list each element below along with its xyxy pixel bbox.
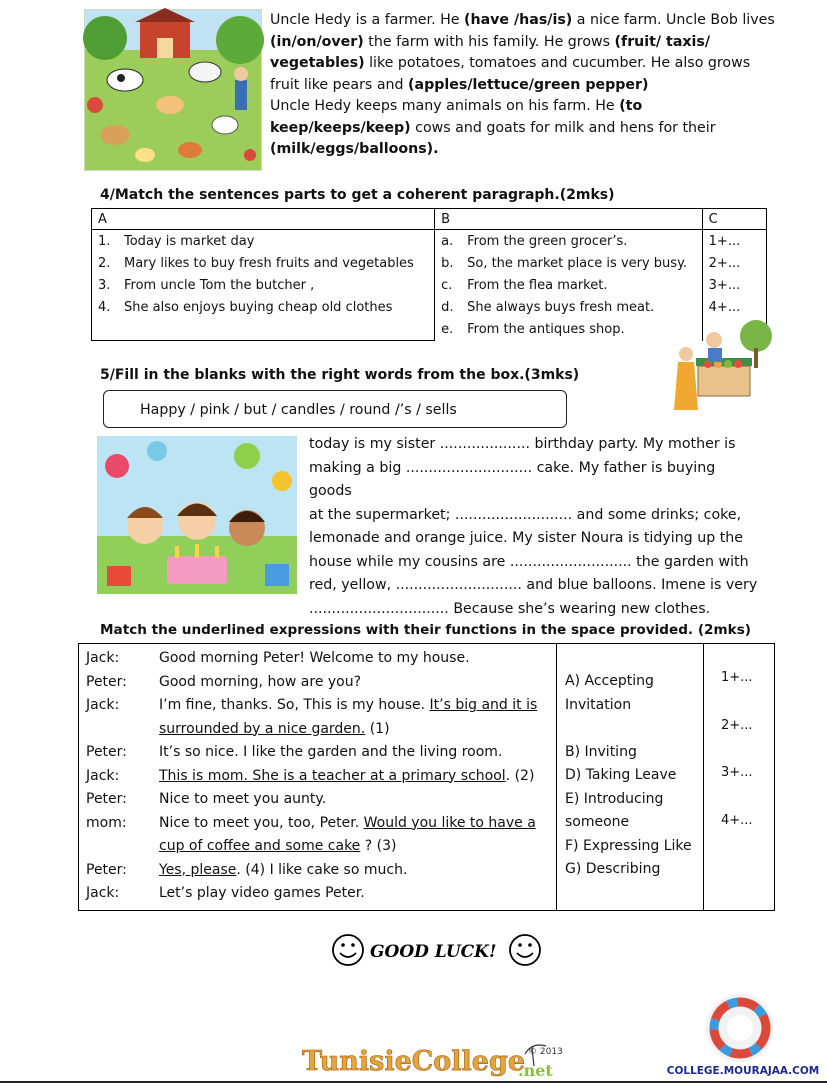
brand-text: TunisieCollege xyxy=(302,1046,526,1077)
intro-text-5: Uncle Hedy keeps many animals on his farm. He xyxy=(270,98,620,114)
fill-line: red, yellow, ............................ and blue balloons. Imene is very xyxy=(309,577,758,593)
fill-line: ............................... Because she’s wearing new clothes. xyxy=(309,600,711,617)
speaker: Jack: xyxy=(86,697,120,713)
c-answer-blank[interactable]: 3+... xyxy=(702,274,766,296)
answer-blank[interactable]: 2+... xyxy=(721,717,753,733)
speaker: Jack: xyxy=(86,885,120,901)
b-text: From the flea market. xyxy=(467,277,608,293)
function-item: A) Accepting xyxy=(565,673,654,689)
intro-text-2: a nice farm. Uncle Bob lives xyxy=(572,12,775,28)
college-mourajaa-logo xyxy=(666,988,820,1080)
smiley-icon xyxy=(333,935,363,965)
matching-table xyxy=(91,208,767,341)
column-b-header: B xyxy=(435,209,703,230)
dialogue-line: Good morning Peter! Welcome to my house. xyxy=(159,650,470,666)
dialogue-line: Good morning, how are you? xyxy=(159,673,362,690)
smiley-icon xyxy=(510,935,540,965)
b-letter: d. xyxy=(441,299,454,315)
answer-blank[interactable]: 4+... xyxy=(721,812,753,828)
dialogue-line: cup of coffee and some cake ? (3) xyxy=(159,838,397,854)
function-item: F) Expressing Like xyxy=(565,837,692,854)
fill-line: lemonade and orange juice. My sister Noura is tidying up the xyxy=(309,530,743,546)
dialogue-line: This is mom. She is a teacher at a primary school. (2) xyxy=(159,767,535,784)
b-letter: b. xyxy=(441,255,454,271)
speaker: Peter: xyxy=(86,744,127,760)
fill-line: making a big ............................ cake. My father is buying goods xyxy=(309,459,716,499)
function-item: G) Describing xyxy=(565,861,661,877)
a-number: 1. xyxy=(98,233,111,249)
speaker: Peter: xyxy=(86,673,127,690)
dialogue-line: Let’s play video games Peter. xyxy=(159,885,365,901)
dialogue-line: I’m fine, thanks. So, This is my house. It’s big and it is xyxy=(159,697,538,713)
dialogue-line: Nice to meet you aunty. xyxy=(159,791,327,807)
a-text: Mary likes to buy fresh fruits and vegetables xyxy=(124,255,414,271)
section5-title: 5/Fill in the blanks with the right words from the box.(3mks) xyxy=(100,367,580,383)
good-luck-banner xyxy=(330,930,545,970)
answer-blank[interactable]: 1+... xyxy=(721,670,753,685)
fill-line: house while my cousins are ........................... the garden with xyxy=(309,553,749,570)
function-item: E) Introducing xyxy=(565,790,664,807)
intro-text-1: Uncle Hedy is a farmer. He xyxy=(270,12,464,28)
b-text: From the green grocer’s. xyxy=(467,233,628,249)
intro-option-3: (fruit/ taxis/ vegetables) xyxy=(270,33,711,71)
a-text: From uncle Tom the butcher , xyxy=(124,277,315,293)
answers-column xyxy=(721,666,771,856)
intro-option-1: (have /has/is) xyxy=(464,12,573,28)
bottom-divider xyxy=(0,1081,827,1083)
table-row xyxy=(92,252,767,274)
functions-column xyxy=(565,670,701,882)
c-answer-blank[interactable]: 1+... xyxy=(702,230,766,253)
a-number: 4. xyxy=(98,299,111,315)
dialogue-column xyxy=(159,647,551,906)
speaker xyxy=(86,835,156,859)
function-item: someone xyxy=(565,814,630,830)
site-url: COLLEGE.MOURAJAA.COM xyxy=(666,1065,820,1077)
underlined-expression: This is mom. She is a teacher at a primary school xyxy=(159,767,506,784)
table-row xyxy=(92,230,767,253)
b-text: From the antiques shop. xyxy=(467,321,625,337)
dialogue-table xyxy=(78,643,775,911)
brand-tld: .net xyxy=(518,1061,553,1080)
speaker: Jack: xyxy=(86,650,120,666)
speaker: Jack: xyxy=(86,767,120,784)
column-c-header: C xyxy=(702,209,766,230)
word-box: Happy / pink / but / candles / round /’s / sells xyxy=(103,390,567,428)
table-row xyxy=(92,274,767,296)
speaker-column xyxy=(86,647,156,906)
intro-text-6: cows and goats for milk and hens for their xyxy=(410,119,716,136)
table-row xyxy=(92,296,767,318)
farm-illustration xyxy=(84,9,262,171)
b-letter: a. xyxy=(441,233,454,249)
dialogue-line: Nice to meet you, too, Peter. Would you like to have a xyxy=(159,814,536,831)
speaker: Peter: xyxy=(86,861,127,878)
a-number: 3. xyxy=(98,277,111,293)
speaker xyxy=(86,718,156,742)
intro-option-2: (in/on/over) xyxy=(270,33,364,50)
underlined-expression: cup of coffee and some cake xyxy=(159,838,361,854)
intro-option-5: (to keep/keeps/keep) xyxy=(270,98,643,136)
b-letter: c. xyxy=(441,277,453,293)
section4-title: 4/Match the sentences parts to get a coherent paragraph.(2mks) xyxy=(100,187,615,203)
underlined-expression: surrounded by a nice garden. xyxy=(159,720,366,737)
function-item: B) Inviting xyxy=(565,743,637,760)
c-answer-blank[interactable]: 4+... xyxy=(702,296,766,318)
intro-text-4: like potatoes, tomatoes and cucumber. He also grows fruit like pears and xyxy=(270,55,751,93)
b-letter: e. xyxy=(441,321,454,337)
underlined-expression: It’s big and it is xyxy=(429,697,538,713)
function-item: D) Taking Leave xyxy=(565,767,677,783)
good-luck-text: GOOD LUCK! xyxy=(370,942,497,962)
a-number: 2. xyxy=(98,255,111,271)
fill-line: today is my sister .................... birthday party. My mother is xyxy=(309,436,736,452)
a-text: She also enjoys buying cheap old clothes xyxy=(124,299,393,315)
b-text: So, the market place is very busy. xyxy=(467,255,688,271)
speaker: Peter: xyxy=(86,791,127,807)
dialogue-line: surrounded by a nice garden. (1) xyxy=(159,720,390,737)
copyright-text: © 2013 xyxy=(528,1047,563,1057)
b-text: She always buys fresh meat. xyxy=(467,299,655,315)
a-text: Today is market day xyxy=(124,233,255,249)
underlined-expression: Would you like to have a xyxy=(363,814,536,831)
function-item: Invitation xyxy=(565,696,632,713)
function-item xyxy=(565,717,701,741)
underlined-expression: Yes, please xyxy=(159,861,237,878)
dialogue-line: Yes, please. (4) I like cake so much. xyxy=(159,861,408,878)
intro-text-3: the farm with his family. He grows xyxy=(363,33,615,50)
intro-option-4: (apples/lettuce/green pepper) xyxy=(408,76,649,93)
section6-title: Match the underlined expressions with their functions in the space provided. (2mks) xyxy=(100,622,752,638)
column-a-header: A xyxy=(92,209,435,230)
birthday-party-illustration xyxy=(97,436,297,594)
c-answer-blank[interactable]: 2+... xyxy=(702,252,766,274)
speaker: mom: xyxy=(86,814,127,831)
dialogue-line: It’s so nice. I like the garden and the living room. xyxy=(159,744,503,760)
intro-paragraph xyxy=(270,10,775,161)
market-stall-illustration xyxy=(668,318,772,418)
intro-option-6: (milk/eggs/balloons). xyxy=(270,141,439,157)
fill-line: at the supermarket; .......................... and some drinks; coke, xyxy=(309,506,742,523)
answer-blank[interactable]: 3+... xyxy=(721,765,753,780)
tunisiecollege-logo xyxy=(300,1038,580,1082)
table-row xyxy=(92,318,767,341)
fill-in-paragraph xyxy=(309,433,759,621)
